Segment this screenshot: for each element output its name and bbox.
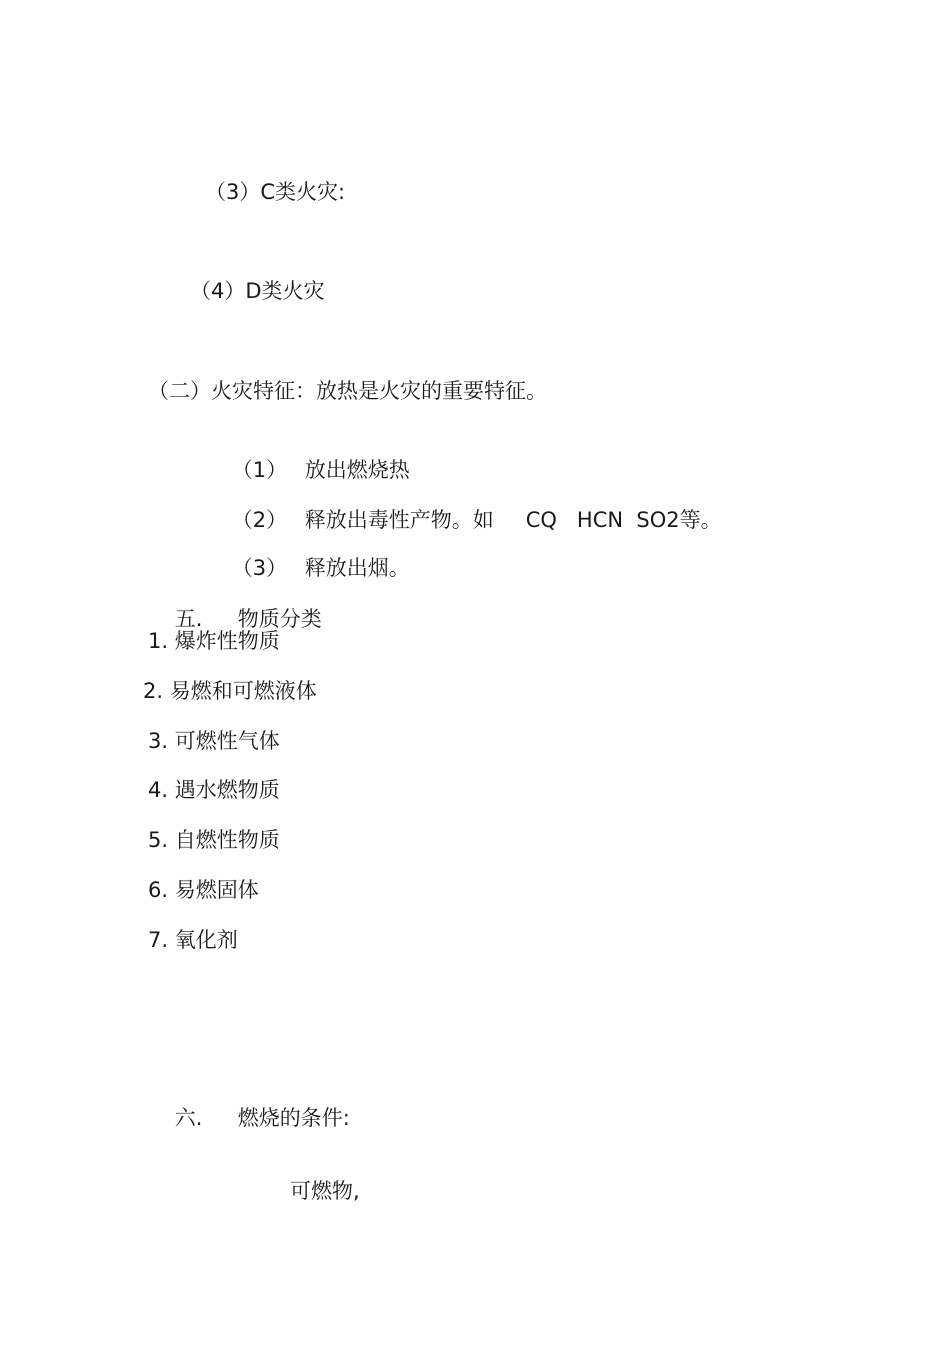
section-six-heading xyxy=(148,1076,350,1160)
material-item: 1. 爆炸性物质 xyxy=(148,629,280,653)
section-title: 物质分类 xyxy=(237,607,322,631)
toxic-products-list: CQ HCN SO2等。 xyxy=(525,508,722,532)
section-number: 五. xyxy=(174,607,203,631)
section-number: 六. xyxy=(174,1106,203,1130)
feature-item-text: 释放出毒性产物。如 xyxy=(304,508,494,532)
fire-features-heading: （二）火灾特征：放热是火灾的重要特征。 xyxy=(148,379,547,403)
feature-item-text: 释放出烟。 xyxy=(304,556,410,580)
feature-item-number: （2） xyxy=(231,508,288,532)
fire-class-c: （3）C类火灾: xyxy=(205,180,346,204)
combustion-condition: 可燃物, xyxy=(290,1179,360,1203)
feature-item-number: （3） xyxy=(231,556,288,580)
feature-item-text: 放出燃烧热 xyxy=(304,458,410,482)
material-item: 7. 氧化剂 xyxy=(148,928,238,952)
material-item: 3. 可燃性气体 xyxy=(148,729,280,753)
material-item: 6. 易燃固体 xyxy=(148,878,259,902)
material-item: 5. 自燃性物质 xyxy=(148,828,280,852)
feature-item-number: （1） xyxy=(231,458,288,482)
material-item: 2. 易燃和可燃液体 xyxy=(143,679,317,703)
section-title: 燃烧的条件: xyxy=(237,1106,350,1130)
fire-class-d: （4）D类火灾 xyxy=(190,279,325,303)
material-item: 4. 遇水燃物质 xyxy=(148,778,280,802)
